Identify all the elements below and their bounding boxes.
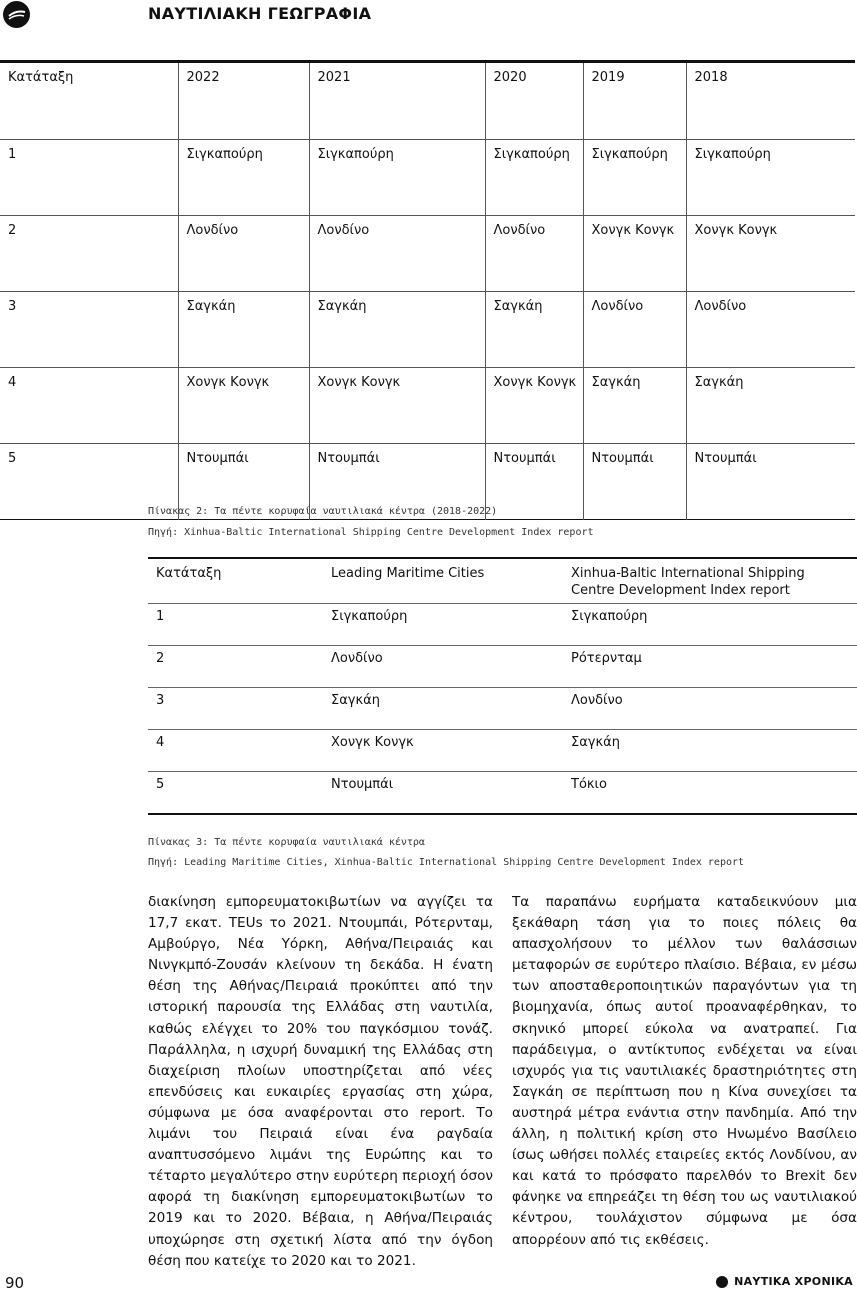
table-header-row — [148, 558, 857, 604]
table-source: Πηγή: Leading Maritime Cities, Xinhua-Baltic International Shipping Centre Development Index report — [148, 857, 745, 868]
table-header-row — [0, 62, 855, 140]
table-cell: Ντουμπάι — [583, 444, 686, 520]
table-cell: Ντουμπάι — [323, 772, 563, 815]
table-row — [0, 292, 855, 368]
table-cell: 4 — [0, 368, 178, 444]
table-cell: Λονδίνο — [323, 646, 563, 688]
table-cell: Σιγκαπούρη — [686, 140, 855, 216]
table-row — [148, 688, 857, 730]
header-cell: 2021 — [309, 62, 485, 140]
article-column-right: Τα παραπάνω ευρήματα καταδεικνύουν μια ξεκάθαρη τάση για το ποιες πόλεις θα απασχολήσουν το μέλλον των θαλάσσιων μεταφορών σε ευρύτερο πλαίσιο. Βέβαια, εν μέσω των αποσταθεροποιητικών παραγόντων για τη βιομηχανία, όπως αυτοί προαναφέρθηκαν, το σκηνικό μπορεί εύκολα να ανατραπεί. Για παράδειγμα, ο αντίκτυπος ενδέχεται να είναι ισχυρός για τις ναυτιλιακές δραστηριότητες στη Σαγκάη σε περίπτωση που η Κίνα συνεχίσει τα αυστηρά μέτρα ενάντια στην πανδημία. Από την άλλη, η πολιτική κρίση στο Ηνωμένο Βασίλειο ίσως ωθήσει πολλές εταιρείες εκτός Λονδίνου, αν και κατά το πρόσφατο παρελθόν το Brexit δεν φάνηκε να επηρεάζει τη θέση του ως ναυτιλιακού κέντρου, τουλάχιστον σύμφωνα με όσα απορρέουν από τις εκθέσεις. — [512, 894, 857, 1248]
brand-logo-icon — [716, 1276, 728, 1288]
table-source: Πηγή: Xinhua-Baltic International Shipping Centre Development Index report — [148, 527, 594, 538]
table-cell: Ρότερνταμ — [563, 646, 857, 688]
header-cell: 2019 — [583, 62, 686, 140]
header-cell: 2018 — [686, 62, 855, 140]
table-cell: 2 — [148, 646, 323, 688]
table-row — [0, 368, 855, 444]
table-cell: Σιγκαπούρη — [178, 140, 309, 216]
table-cell: Ντουμπάι — [686, 444, 855, 520]
table-cell: 1 — [148, 604, 323, 646]
table-row — [148, 604, 857, 646]
table-cell: Λονδίνο — [485, 216, 583, 292]
table-cell: Λονδίνο — [309, 216, 485, 292]
article-column-left: διακίνηση εμπορευματοκιβωτίων να αγγίζει τα 17,7 εκατ. TEUs το 2021. Ντουμπάι, Ρότερνταμ, Αμβούργο, Νέα Υόρκη, Αθήνα/Πειραιάς και Νινγκμπό-Ζουσάν κλείνουν τη δεκάδα. Η ένατη θέση της Αθήνας/Πειραιά προκύπτει από την ιστορική παρουσία της Ελλάδας στη ναυτιλία, καθώς ελέγχει το 20% του παγκόσμιου τονάζ. Παράλληλα, η ισχυρή δυναμική της Ελλάδας στη διαχείριση πλοίων υποστηρίζεται από νέες επενδύσεις και ευκαιρίες εργασίας στη χώρα, σύμφωνα με όσα αναφέρονται στο report. Το λιμάνι του Πειραιά είναι ένα ραγδαία αναπτυσσόμενο λιμάνι της Ευρώπης και το τέταρτο μεγαλύτερο στην ευρύτερη περιοχή όσον αφορά τη διακίνηση εμπορευματοκιβωτίων το 2019 και το 2020. Βέβαια, η Αθήνα/Πειραιάς υποχώρησε στη σχετική λίστα από την όγδοη θέση που κατείχε το 2020 και το 2021. — [148, 894, 493, 1269]
table-cell: Σαγκάη — [563, 730, 857, 772]
table-caption: Πίνακας 3: Τα πέντε κορυφαία ναυτιλιακά κέντρα — [148, 837, 425, 848]
table-cell: 3 — [148, 688, 323, 730]
table-cell: Χονγκ Κονγκ — [686, 216, 855, 292]
table-cell: Σαγκάη — [583, 368, 686, 444]
table-row — [148, 772, 857, 815]
table-cell: Σαγκάη — [178, 292, 309, 368]
table-cell: Σαγκάη — [686, 368, 855, 444]
table-row — [0, 140, 855, 216]
table-cell: Ντουμπάι — [178, 444, 309, 520]
table-cell: Σιγκαπούρη — [323, 604, 563, 646]
table-cell: 2 — [0, 216, 178, 292]
table-cell: Σιγκαπούρη — [485, 140, 583, 216]
table-cell: Λονδίνο — [686, 292, 855, 368]
table-cell: Χονγκ Κονγκ — [178, 368, 309, 444]
table-cell: 4 — [148, 730, 323, 772]
table-cell: Χονγκ Κονγκ — [485, 368, 583, 444]
header-cell: Κατάταξη — [8, 70, 74, 85]
table-cell: 5 — [0, 444, 178, 520]
table-cell: Σαγκάη — [485, 292, 583, 368]
table-cell: Χονγκ Κονγκ — [583, 216, 686, 292]
leading-maritime-cities-table — [148, 557, 857, 815]
table-cell: Λονδίνο — [563, 688, 857, 730]
header-cell: Xinhua-Baltic International Shipping Centre Development Index report — [571, 566, 805, 598]
table-row — [148, 646, 857, 688]
table-cell: Ντουμπάι — [485, 444, 583, 520]
magazine-logo-icon — [3, 1, 30, 28]
table-caption: Πίνακας 2: Τα πέντε κορυφαία ναυτιλιακά κέντρα (2018-2022) — [148, 506, 498, 517]
table-cell: Σαγκάη — [309, 292, 485, 368]
brand-name: ΝΑΥΤΙΚΑ ΧΡΟΝΙΚΑ — [734, 1275, 853, 1288]
header-cell: 2022 — [178, 62, 309, 140]
table-cell: Σιγκαπούρη — [583, 140, 686, 216]
table-cell: Σιγκαπούρη — [563, 604, 857, 646]
table-cell: Τόκιο — [563, 772, 857, 815]
header-cell: Leading Maritime Cities — [331, 566, 485, 581]
page-number: 90 — [5, 1274, 25, 1292]
table-cell: 1 — [0, 140, 178, 216]
ranking-table-2018-2022 — [0, 60, 855, 520]
section-title: ΝΑΥΤΙΛΙΑΚΗ ΓΕΩΓΡΑΦΙΑ — [148, 4, 372, 23]
table-cell: Λονδίνο — [178, 216, 309, 292]
table-cell: Λονδίνο — [583, 292, 686, 368]
table-row — [148, 730, 857, 772]
table-cell: Χονγκ Κονγκ — [323, 730, 563, 772]
table-cell: Σιγκαπούρη — [309, 140, 485, 216]
table-cell: 5 — [148, 772, 323, 815]
table-cell: Σαγκάη — [323, 688, 563, 730]
table-cell: Ντουμπάι — [309, 444, 485, 520]
table-cell: 3 — [0, 292, 178, 368]
brand-footer — [716, 1275, 853, 1288]
header-cell: 2020 — [485, 62, 583, 140]
header-cell: Κατάταξη — [156, 566, 222, 581]
table-row — [0, 216, 855, 292]
table-cell: Χονγκ Κονγκ — [309, 368, 485, 444]
